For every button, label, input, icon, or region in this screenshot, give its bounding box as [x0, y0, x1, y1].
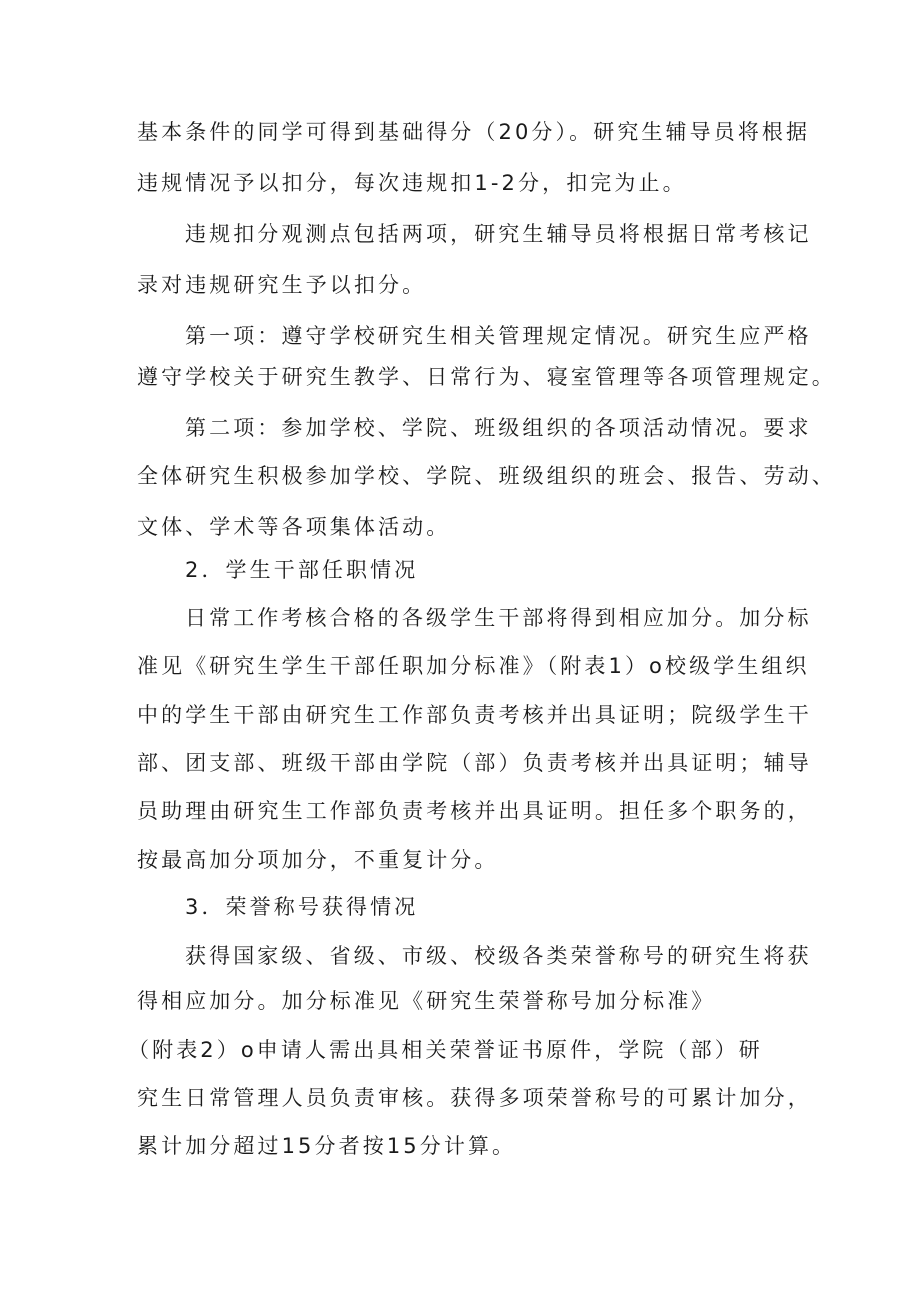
paragraph-line: 获得国家级、省级、市级、校级各类荣誉称号的研究生将获 — [185, 944, 812, 968]
paragraph-line: 违规情况予以扣分，每次违规扣1-2分，扣完为止。 — [137, 171, 687, 195]
paragraph-line: 中的学生干部由研究生工作部负责考核并出具证明；院级学生干 — [137, 703, 812, 727]
paragraph-line: 员助理由研究生工作部负责考核并出具证明。担任多个职务的， — [137, 799, 812, 823]
paragraph-line: 得相应加分。加分标准见《研究生荣誉称号加分标准》 — [137, 989, 716, 1013]
paragraph-line: 违规扣分观测点包括两项，研究生辅导员将根据日常考核记 — [185, 222, 812, 246]
paragraph-line: 累计加分超过15分者按15分计算。 — [137, 1134, 517, 1158]
paragraph-line: 第二项：参加学校、学院、班级组织的各项活动情况。要求 — [185, 416, 812, 440]
paragraph-line: 准见《研究生学生干部任职加分标准》（附表1）o校级学生组织 — [137, 654, 810, 678]
paragraph-line: 文体、学术等各项集体活动。 — [137, 515, 451, 539]
paragraph-line: 究生日常管理人员负责审核。获得多项荣誉称号的可累计加分， — [137, 1086, 812, 1110]
paragraph-line: 第一项：遵守学校研究生相关管理规定情况。研究生应严格 — [185, 324, 812, 348]
paragraph-line: 全体研究生积极参加学校、学院、班级组织的班会、报告、劳动、 — [137, 464, 836, 488]
paragraph-line: 录对违规研究生予以扣分。 — [137, 273, 427, 297]
paragraph-line: 日常工作考核合格的各级学生干部将得到相应加分。加分标 — [185, 606, 812, 630]
paragraph-line: 遵守学校关于研究生教学、日常行为、寝室管理等各项管理规定。 — [137, 365, 836, 389]
section-heading: 3．荣誉称号获得情况 — [185, 895, 419, 919]
paragraph-line: 部、团支部、班级干部由学院（部）负责考核并出具证明；辅导 — [137, 751, 812, 775]
section-heading: 2．学生干部任职情况 — [185, 558, 419, 582]
paragraph-line: （附表2）o申请人需出具相关荣誉证书原件，学院（部）研 — [128, 1038, 763, 1062]
paragraph-line: 按最高加分项加分，不重复计分。 — [137, 848, 499, 872]
paragraph-line: 基本条件的同学可得到基础得分（20分）。研究生辅导员将根据 — [137, 120, 811, 144]
